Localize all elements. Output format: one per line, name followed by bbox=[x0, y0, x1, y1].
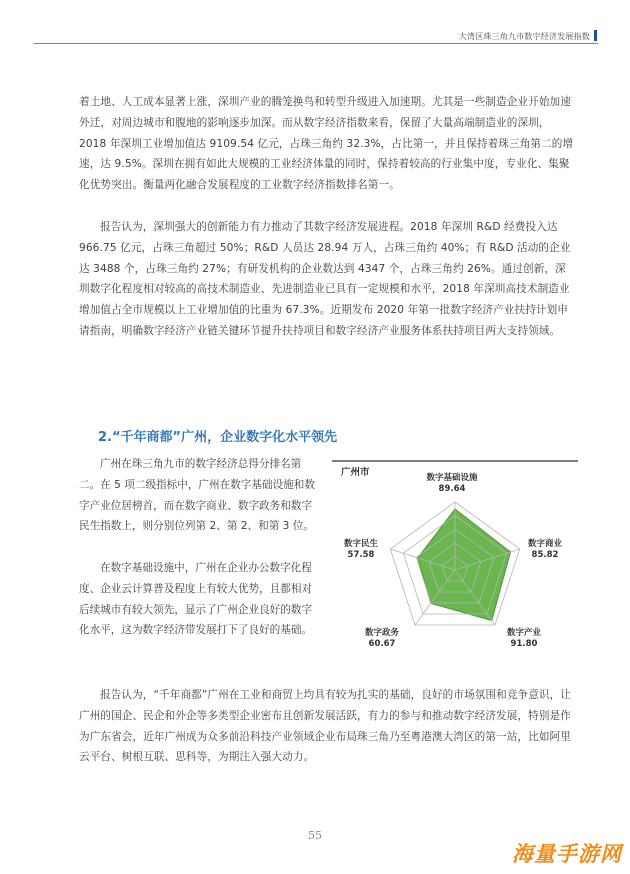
radar-city-label: 广州市 bbox=[341, 467, 370, 478]
axis-label-industry bbox=[496, 628, 552, 650]
radar-chart bbox=[332, 458, 578, 662]
paragraph-2: 报告认为，深圳强大的创新能力有力推动了其数字经济发展进程。2018 年深圳 R&D 经费投入达 966.75 亿元，占珠三角超过 50%；R&D 人员达 28.94 万人，占珠三角约 40%；有 R&D 活动的企业达 3488 个，占珠三角约 27%；有研发机构的企业数达到 4347 个，占珠三角约 26%。通过创新，深圳数字化程度相对较高的高技术制造业、先进制造业已具有一定规模和水平，2018 年深圳高技术制造业增加值占全市规模以上工业增加值的比重为 67.3%。近期发布 2020 年第一批数字经济产业扶持计划申请指南，明确数字经济产业链关键环节提升扶持项目和数字经济产业服务体系扶持项目两大支持领域。 bbox=[79, 221, 571, 337]
section-heading: 2.“千年商都”广州，企业数字化水平领先 bbox=[98, 430, 338, 445]
page-number: 55 bbox=[308, 829, 322, 842]
axis-name: 数字民生 bbox=[343, 539, 378, 549]
axis-name: 数字商业 bbox=[527, 539, 562, 549]
axis-name: 数字产业 bbox=[506, 628, 541, 638]
axis-value: 89.64 bbox=[438, 484, 466, 494]
watermark-logo: 海量手游网 bbox=[512, 842, 622, 866]
axis-value: 60.67 bbox=[368, 639, 396, 649]
axis-label-infrastructure bbox=[422, 473, 482, 495]
axis-value: 57.58 bbox=[347, 550, 375, 560]
axis-label-commerce bbox=[518, 539, 572, 561]
axis-value: 91.80 bbox=[510, 639, 538, 649]
axis-label-livelihood bbox=[334, 539, 388, 561]
header-rule bbox=[34, 43, 598, 44]
paragraph-5: 报告认为，“千年商都”广州在工业和商贸上均具有较为扎实的基础，良好的市场氛围和竞争意识，让广州的国企、民企和外企等多类型企业密布且创新发展活跃，有力的参与和推动数字经济发展，特别是作为广东省会，近年广州成为众多前沿科技产业领域企业布局珠三角乃至粤港澳大湾区的第一站，比如阿里云平台、树根互联、思科等，为期注入强大动力。 bbox=[79, 689, 572, 764]
axis-name: 数字政务 bbox=[364, 628, 399, 638]
radar-data-area bbox=[418, 509, 511, 621]
header-accent-bar bbox=[594, 30, 597, 41]
paragraph-1: 着土地、人工成本显著上涨，深圳产业的腾笼换鸟和转型升级进入加速期。尤其是一些制造企业开始加速外迁，对周边城市和腹地的影响逐步加深。而从数字经济指数来看，保留了大量高端制造业的深圳，2018 年深圳工业增加值达 9109.54 亿元，占珠三角约 32.3%，占比第一，并且保持着珠三角第二的增速，达 9.5%。深圳在拥有如此大规模的工业经济体量的同时，保持着较高的行业集中度，专业化、集聚化优势突出。衡量两化融合发展程度的工业数字经济指数排名第一。 bbox=[79, 96, 574, 192]
paragraph-4: 在数字基础设施中，广州在企业办公数字化程度、企业云计算普及程度上有较大优势，且都相对后续城市有较大领先，显示了广州企业良好的数字化水平，这为数字经济带发展打下了良好的基础。 bbox=[79, 562, 313, 637]
axis-label-government bbox=[354, 628, 410, 650]
axis-name: 数字基础设施 bbox=[426, 473, 478, 483]
paragraph-3: 广州在珠三角九市的数字经济总得分排名第二。在 5 项二级指标中，广州在数字基础设施和数字产业位居榜首，而在数字商业、数字政务和数字民生指数上，则分别位列第 2、第 2、和第 3 位。 bbox=[79, 458, 315, 533]
header-title: 大湾区珠三角九市数字经济发展指数 bbox=[458, 32, 590, 41]
axis-value: 85.82 bbox=[531, 550, 559, 560]
